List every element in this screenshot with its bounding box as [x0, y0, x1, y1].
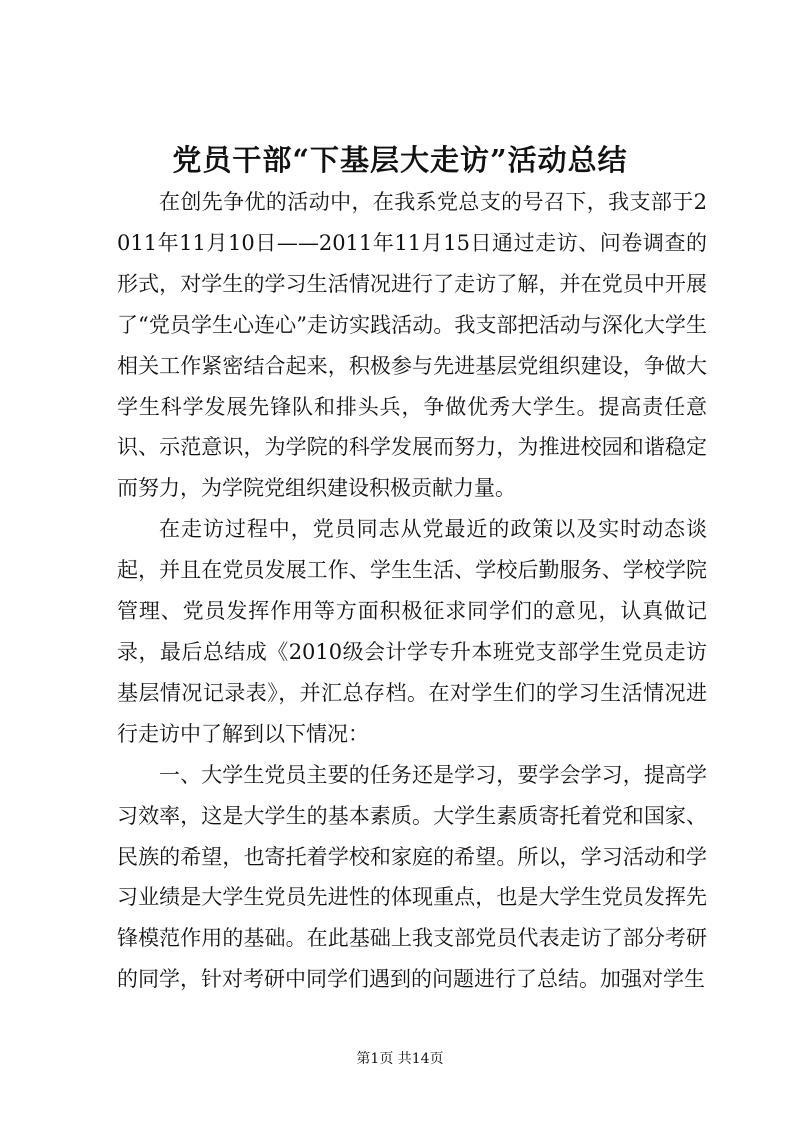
page-number-footer: 第1页 共14页: [356, 1051, 444, 1067]
paragraph-1: 在创先争优的活动中，在我系党总支的号召下，我支部于2011年11月10日——2011年11月15日通过走访、问卷调查的形式，对学生的学习生活情况进行了走访了解，并在党员中开展了“党员学生心连心”走访实践活动。我支部把活动与深化大学生相关工作紧密结合起来，积极参与先进基层党组织建设，争做大学生科学发展先锋队和排头兵，争做优秀大学生。提高责任意识、示范意识，为学院的科学发展而努力，为推进校园和谐稳定而努力，为学院党组织建设积极贡献力量。: [117, 190, 707, 501]
paragraph-3: 一、大学生党员主要的任务还是学习，要学会学习，提高学习效率，这是大学生的基本素质。大学生素质寄托着党和国家、民族的希望，也寄托着学校和家庭的希望。所以，学习活动和学习业绩是大学生党员先进性的体现重点，也是大学生党员发挥先锋模范作用的基础。在此基础上我支部党员代表走访了部分考研的同学，针对考研中同学们遇到的问题进行了总结。加强对学生: [117, 762, 707, 992]
paragraph-2: 在走访过程中，党员同志从党最近的政策以及实时动态谈起，并且在党员发展工作、学生生活、学校后勤服务、学校学院管理、党员发挥作用等方面积极征求同学们的意见，认真做记录，最后总结成《2010级会计学专升本班党支部学生党员走访基层情况记录表》，并汇总存档。在对学生们的学习生活情况进行走访中了解到以下情况：: [117, 517, 707, 746]
document-body: [117, 182, 707, 1000]
document-title: 党员干部“下基层大走访”活动总结: [172, 143, 628, 177]
